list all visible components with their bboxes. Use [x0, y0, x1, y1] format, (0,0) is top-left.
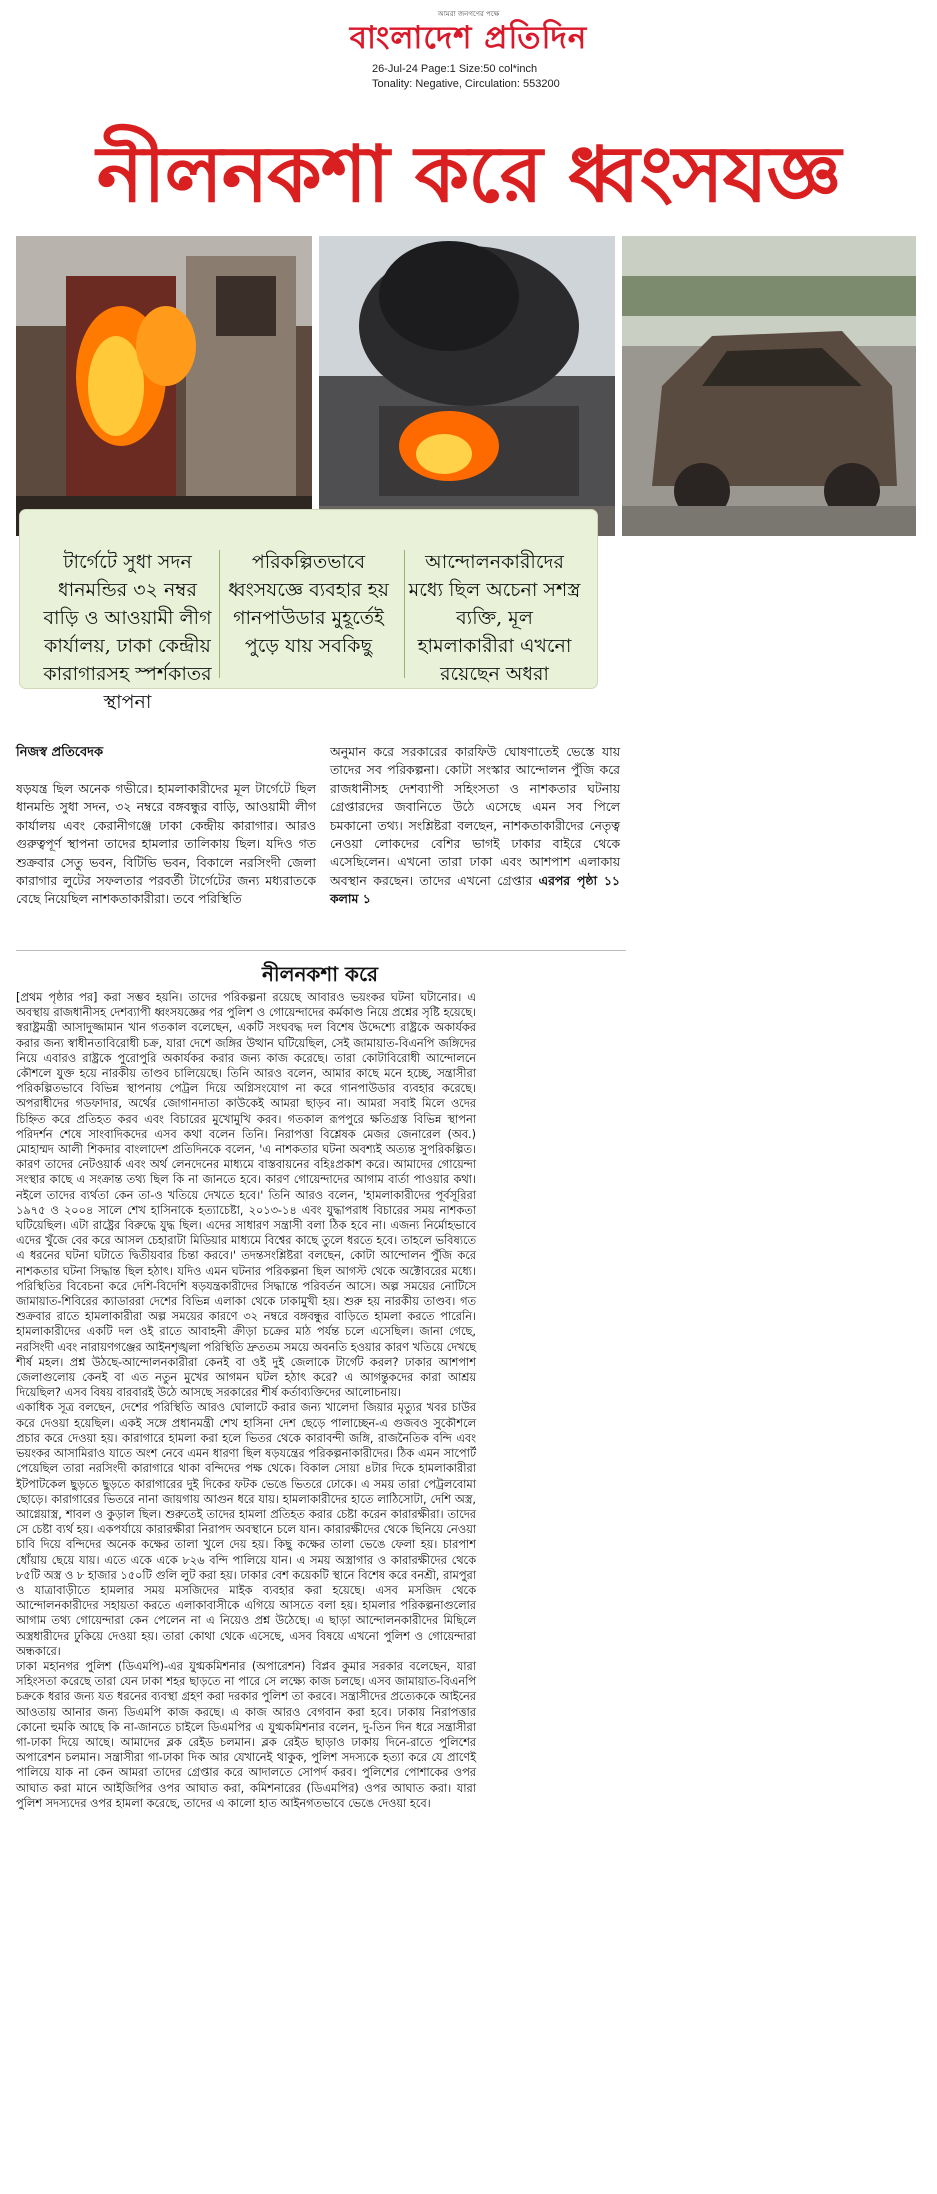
continuation-paragraph: একাধিক সূত্র বলছেন, দেশের পরিস্থিতি আরও ঘোলাটে করার জন্য খালেদা জিয়ার মৃত্যুর খবর চাউর করে দেওয়া হয়েছিল। একই সঙ্গে প্রধানমন্ত্রী শেখ হাসিনা দেশ ছেড়ে পালাচ্ছেন-এ গুজবও সুকৌশলে প্রচার করে দেওয়া হয়। কারাগারে হামলা করা হলে ভিতর থেকে কারাবন্দী জঙ্গি, রাজনৈতিক বন্দি এবং ভয়ংকর আসামিরাও যাতে অংশ নেবে এমন ধারণা ছিল ষড়যন্ত্রের পরিকল্পনাকারীদের। ঠিক এমন সাপোর্ট পেয়েছিল তারা নরসিংদী কারাগারে থাকা বন্দিদের পক্ষ থেকে। বিকাল সোয়া ৪টার দিকে হামলাকারীরা ইটপাটকেল ছুড়তে ছুড়তে কারাগারের দুই দিকের ফটক ভেঙে ভিতরে ঢোকে। এ সময় তারা পেট্রলবোমা ছোড়ে। কারাগারের ভিতরে নানা জায়গায় আগুন ধরে যায়। হামলাকারীদের হাতে লাঠিসোটা, দেশি অস্ত্র, আগ্নেয়াস্ত্র, শাবল ও কুড়াল ছিল। শুরুতেই তাদের হামলা প্রতিহত করার চেষ্টা করেন কারারক্ষীরা। তাদের সে চেষ্টা ব্যর্থ হয়। একপর্যায়ে কারারক্ষীরা নিরাপদ অবস্থানে চলে যান। কারারক্ষীদের থেকে ছিনিয়ে নেওয়া চাবি দিয়ে বন্দিদের অনেক কক্ষের তালা খুলে দেয় হয়। কিছু কক্ষের তালা ভেঙে ফেলা হয়। চারপাশ ধোঁয়ায় ছেয়ে যায়। এতে একে একে ৮২৬ বন্দি পালিয়ে যান। এ সময় অস্ত্রাগার ও কারারক্ষীদের থেকে ৮৫টি অস্ত্র ও ৮ হাজার ১৫০টি গুলি লুট করা হয়। ঢাকার বেশ কয়েকটি স্থানে বিশেষ করে বনশ্রী, রামপুরা ও যাত্রাবাড়ীতে হামলার সময় মসজিদের মাইক ব্যবহার করা হয়েছে। এসব মসজিদ থেকে আন্দোলনকারীদের সহায়তা করতে এলাকাবাসীকে এগিয়ে আসতে বলা হয়। হামলার পরিকল্পনাগুলোর আগাম তথ্য গোয়েন্দারা কেন পেলেন না এ নিয়েও প্রশ্ন উঠেছে। এ ছাড়া আন্দোলনকারীদের মিছিলে অস্ত্রধারীদের ঢুকিয়ে দেওয়া হয়। তারা কোথা থেকে এসেছে, এসব বিষয়ে এখনো পুলিশ ও গোয়েন্দারা অন্ধকারে।: [16, 1401, 476, 1658]
meta-line-2: Tonality: Negative, Circulation: 553200: [372, 78, 560, 90]
photo-burning-building: [16, 236, 312, 536]
meta-line-1: 26-Jul-24 Page:1 Size:50 col*inch: [372, 63, 538, 75]
byline: নিজস্ব প্রতিবেদক: [16, 745, 104, 760]
lead-column-2-text: অনুমান করে সরকারের কারফিউ ঘোষণাতেই ভেস্তে যায় তাদের সব পরিকল্পনা। কোটা সংস্কার আন্দোলন পুঁজি করে রাজধানীসহ দেশব্যাপী সহিংসতা ও নাশকতার ঘটনায় গ্রেপ্তারদের জবানিতে উঠে এসেছে এমন সব পিলে চমকানো তথ্য। সংশ্লিষ্টরা বলছেন, নাশকতাকারীদের নেতৃত্ব নেওয়া লোকদের বেশির ভাগই ঢাকার বাইরে থেকে এসেছিলেন। এখনো তারা ঢাকা এবং আশপাশ এলাকায় অবস্থান করছেন। তাদের এখনো গ্রেপ্তার: [330, 744, 620, 888]
callout-divider: [219, 550, 220, 678]
callout-point-3: আন্দোলনকারীদের মধ্যে ছিল অচেনা সশস্ত্র ব্যক্তি, মূল হামলাকারীরা এখনো রয়েছেন অধরা: [408, 551, 581, 685]
lead-column-1: ষড়যন্ত্র ছিল অনেক গভীরে। হামলাকারীদের মূল টার্গেটে ছিল ধানমন্ডি সুধা সদন, ৩২ নম্বরে বঙ্গবন্ধুর বাড়ি, আওয়ামী লীগ কার্যালয় এবং কেরানীগঞ্জে ঢাকা কেন্দ্রীয় কারাগার। আরও গুরুত্বপূর্ণ স্থাপনা তাদের হামলার তালিকায় ছিল। যদিও গত শুক্রবার সেতু ভবন, বিটিভি ভবন, বিকালে নরসিংদী জেলা কারাগার লুটের সফলতার পরবর্তী টার্গেটের জন্য মধ্যরাতকে বেছে নিয়েছিল নাশকতাকারীরা। তবে পরিস্থিতি: [16, 781, 316, 907]
continuation-headline: নীলনকশা করে: [261, 962, 379, 986]
newspaper-logo: বাংলাদেশ প্রতিদিন: [349, 20, 588, 56]
photo-burning-vehicle: [319, 236, 615, 536]
main-headline: নীলনকশা করে ধ্বংসযজ্ঞ: [96, 130, 841, 220]
section-divider: [16, 950, 626, 951]
masthead-tagline: আমরা জনগণের পক্ষে: [437, 10, 500, 18]
callout-point-2: পরিকল্পিতভাবে ধ্বংসযজ্ঞে ব্যবহার হয় গানপাউডার মুহূর্তেই পুড়ে যায় সবকিছু: [228, 551, 389, 657]
callout-point-1: টার্গেটে সুধা সদন ধানমন্ডির ৩২ নম্বর বাড়ি ও আওয়ামী লীগ কার্যালয়, ঢাকা কেন্দ্রীয় কারাগারসহ স্পর্শকাতর স্থাপনা: [43, 551, 212, 713]
lead-column-2: [330, 743, 620, 909]
clipping-meta: [372, 62, 560, 92]
photo-strip: [16, 236, 916, 536]
continuation-body: [16, 990, 476, 1811]
photo-burnt-car: [622, 236, 916, 536]
callout-box: [20, 510, 597, 713]
continuation-paragraph: ঢাকা মহানগর পুলিশ (ডিএমপি)-এর যুগ্মকমিশনার (অপারেশন) বিপ্লব কুমার সরকার বলেছেন, যারা সহিংসতা করেছে তারা যেন ঢাকা শহর ছাড়তে না পারে সে লক্ষ্যে কাজ চলছে। এসব জামায়াত-বিএনপি চক্রকে ধরার জন্য যত ধরনের ব্যবস্থা গ্রহণ করা দরকার পুলিশ তা করবে। সন্ত্রাসীদের প্রত্যেককে আইনের আওতায় আনার জন্য ডিএমপি কাজ করছে। এ কাজ আরও বেগবান করা হবে। ঢাকায় নিরাপত্তার কোনো হুমকি আছে কি না-জানতে চাইলে ডিএমপির এ যুগ্মকমিশনার বলেন, দু-তিন দিন ধরে সন্ত্রাসীরা গা-ঢাকা দিয়ে আছে। আমাদের ব্লক রেইড চলমান। ব্লক রেইড ছাড়াও ঢাকায় দিনে-রাতে পুলিশের অপারেশন চলমান। সন্ত্রাসীরা গা-ঢাকা দিক আর যেখানেই থাকুক, পুলিশ সদস্যকে হত্যা করে যে প্রাণেই পালিয়ে যাক না কেন আমরা তাদের গ্রেপ্তার করে আদালতে সোপর্দ করব। পুলিশের পোশাকের ওপর আঘাত করা মানে আইজিপির ওপর আঘাত করা, কমিশনারের (ডিএমপির) ওপর আঘাত করা। যারা পুলিশ সদস্যদের ওপর হামলা করেছে, তাদের এ কালো হাত আইনগতভাবে ভেঙে দেওয়া হবে।: [16, 1659, 476, 1810]
continuation-note: এরপর পৃষ্ঠা ১১ কলাম ১: [330, 872, 620, 907]
continuation-paragraph: [প্রথম পৃষ্ঠার পর] করা সম্ভব হয়নি। তাদের পরিকল্পনা রয়েছে আবারও ভয়ংকর ঘটনা ঘটানোর। এ অবস্থায় রাজধানীসহ দেশব্যাপী ধ্বংসযজ্ঞের পর পুলিশ ও গোয়েন্দাদের কর্মকাণ্ড নিয়ে প্রশ্নের সৃষ্টি হয়েছে। স্বরাষ্ট্রমন্ত্রী আসাদুজ্জামান খান গতকাল বলেছেন, একটি সংঘবদ্ধ দল বিশেষ উদ্দেশ্যে রাষ্ট্রকে অকার্যকর করার জন্য স্বাধীনতাবিরোধী চক্র, যারা দেশে জঙ্গির উত্থান ঘটিয়েছিল, সেই জামায়াত-বিএনপি জঙ্গিদের নিয়ে এবারও রাষ্ট্রকে পুরোপুরি অকার্যকর করার জন্য কাজ করেছে। তারা কোটাবিরোধী আন্দোলনে কৌশলে যুক্ত হয়ে নারকীয় তাণ্ডব চালিয়েছে। তিনি আরও বলেন, আমার কাছে মনে হচ্ছে, সন্ত্রাসীরা পরিকল্পিতভাবে বিভিন্ন স্থাপনায় পেট্রল দিয়ে অগ্নিসংযোগ না করে গানপাউডার ব্যবহার করেছে। অপরাধীদের গডফাদার, অর্থের জোগানদাতা কাউকেই আমরা ছাড়ব না। আমরা সবাই মিলে ওদের চিহ্নিত করে প্রতিহত করব এবং বিচারের মুখোমুখি করব। গতকাল রূপপুরে ক্ষতিগ্রস্ত বিভিন্ন স্থাপনা পরিদর্শন শেষে সাংবাদিকদের এসব কথা বলেন তিনি। নিরাপত্তা বিশ্লেষক মেজর জেনারেল (অব.) মোহাম্মদ আলী শিকদার বাংলাদেশ প্রতিদিনকে বলেন, 'এ নাশকতার ঘটনা অবশ্যই অত্যন্ত সুপরিকল্পিত। কারণ তাদের নেটওয়ার্ক এবং অর্থ লেনদেনের মাধ্যমে বাস্তবায়নের বহিঃপ্রকাশ করে। আমাদের গোয়েন্দা সংস্থার কাছে এ সংক্রান্ত তথ্য ছিল কি না জানতে হবে। কারণ গোয়েন্দাদের আগাম বার্তা পাওয়ার কথা। নইলে তাদের ব্যর্থতা কেন তা-ও খতিয়ে দেখতে হবে।' তিনি আরও বলেন, 'হামলাকারীদের পূর্বসূরিরা ১৯৭৫ ও ২০০৪ সালে শেখ হাসিনাকে হত্যাচেষ্টা, ২০১৩-১৪ এবং যুদ্ধাপরাধ বিচারের সময় নাশকতা ঘটিয়েছিল। এটা রাষ্ট্রের বিরুদ্ধে যুদ্ধ ছিল। এদের সাধারণ সন্ত্রাসী বলা ঠিক হবে না। এজন্য নির্মোহভাবে এদের খুঁজে বের করে আসল চেহারাটা মিডিয়ার মাধ্যমে বিশ্বের কাছে তুলে ধরতে হবে। তাহলে ভবিষ্যতে এ ধরনের ঘটনা ঘটাতে দ্বিতীয়বার চিন্তা করবে।' তদন্তসংশ্লিষ্টরা বলছেন, কোটা আন্দোলন পুঁজি করে নাশকতার ঘটনা সিদ্ধান্ত ছিল হঠাৎ। যদিও এমন ঘটনার পরিকল্পনা ছিল আগস্ট থেকে অক্টোবরের মধ্যে। পরিস্থিতির বিবেচনা করে দেশি-বিদেশি ষড়যন্ত্রকারীদের সিদ্ধান্তে পরিবর্তন আসে। অল্প সময়ের নোটিসে জামায়াত-শিবিরের ক্যাডাররা দেশের বিভিন্ন এলাকা থেকে ঢাকামুখী হয়। শুরু হয় নারকীয় তাণ্ডব। গত শুক্রবার রাতে হামলাকারীরা অল্প সময়ের কারণে ৩২ নম্বরে বঙ্গবন্ধুর বাড়িতে হামলা করতে পারেনি। হামলাকারীদের একটি দল ওই রাতে আবাহনী ক্রীড়া চক্রের মাঠ পর্যন্ত চলে এসেছিল। জানা গেছে, নরসিংদী এবং নারায়ণগঞ্জের আইনশৃঙ্খলা পরিস্থিতি দ্রুততম সময়ে অবনতি হওয়ার কারণ খতিয়ে দেখছে শীর্ষ মহল। প্রশ্ন উঠছে-আন্দোলনকারীরা কেনই বা ওই দুই জেলাকে টার্গেট করল? ঢাকার আশপাশ জেলাগুলোয় কেনই বা এত নতুন মুখের আগমন ঘটল হঠাৎ করে? এ আগন্তুকদের কারা আশ্রয় দিয়েছিল? এসব বিষয় বারবারই উঠে আসছে সরকারের শীর্ষ কর্তাব্যক্তিদের আলোচনায়।: [16, 991, 476, 1400]
callout-divider: [404, 550, 405, 678]
